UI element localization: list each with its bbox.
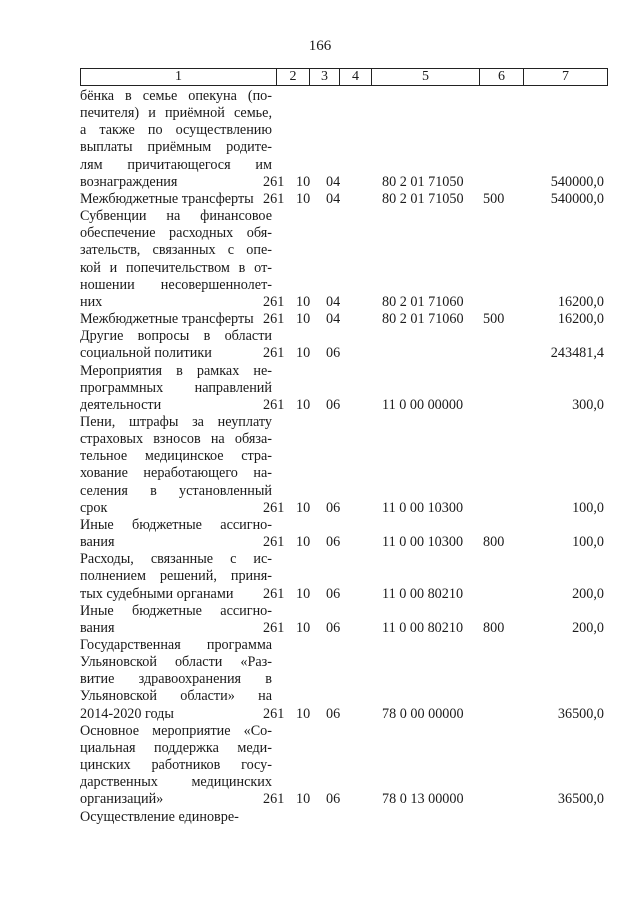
- cell-c5: 11 0 00 80210: [382, 585, 464, 602]
- description-line: витие здравоохранения в: [80, 671, 272, 688]
- description-line: обеспечение расходных обя-: [80, 225, 272, 242]
- cell-c2: 261: [263, 705, 285, 722]
- cell-c3: 10: [296, 534, 311, 551]
- cell-c4: 04: [326, 293, 341, 310]
- row-description: [80, 88, 272, 191]
- cell-c4: 06: [326, 396, 341, 413]
- cell-c2: 261: [263, 190, 285, 207]
- description-line: Пени, штрафы за неуплату: [80, 413, 272, 430]
- cell-c7: 100,0: [572, 534, 604, 551]
- description-line: срок: [80, 499, 108, 516]
- cell-c2: 261: [263, 173, 285, 190]
- table-row: [80, 191, 610, 208]
- cell-c3: 10: [296, 173, 311, 190]
- row-description: [80, 311, 272, 328]
- description-line: Иные бюджетные ассигно-: [80, 516, 272, 533]
- cell-c5: 78 0 13 00000: [382, 791, 464, 808]
- table-row: [80, 328, 610, 362]
- header-col-2: 2: [277, 69, 310, 85]
- cell-c5: 80 2 01 71050: [382, 173, 464, 190]
- cell-c4: 06: [326, 345, 341, 362]
- cell-c4: 06: [326, 499, 341, 516]
- cell-c2: 261: [263, 345, 285, 362]
- description-line: дарственных медицинских: [80, 774, 272, 791]
- row-description: [80, 517, 272, 551]
- cell-c6: 800: [483, 619, 505, 636]
- cell-c4: 06: [326, 705, 341, 722]
- description-line: Основное мероприятие «Со-: [80, 722, 272, 739]
- description-line: полнением решений, приня-: [80, 568, 272, 585]
- cell-c2: 261: [263, 791, 285, 808]
- description-line: программных направлений: [80, 379, 272, 396]
- description-line: 2014-2020 годы: [80, 705, 174, 722]
- cell-c7: 36500,0: [557, 705, 604, 722]
- description-line: вания: [80, 534, 115, 551]
- description-line: вания: [80, 619, 115, 636]
- header-col-3: 3: [310, 69, 340, 85]
- description-line: страховых взносов на обяза-: [80, 431, 272, 448]
- table-header: [80, 68, 608, 86]
- cell-c7: 16200,0: [557, 311, 604, 328]
- description-line: зательств, связанных с опе-: [80, 242, 272, 259]
- description-line: них: [80, 293, 103, 310]
- table-row: [80, 517, 610, 551]
- cell-c7: 16200,0: [557, 293, 604, 310]
- cell-c5: 11 0 00 10300: [382, 499, 464, 516]
- cell-c2: 261: [263, 396, 285, 413]
- cell-c7: 200,0: [572, 585, 604, 602]
- table-row: [80, 311, 610, 328]
- description-line: кой и попечительством в от-: [80, 259, 272, 276]
- description-line: Другие вопросы в области: [80, 328, 272, 345]
- cell-c5: 78 0 00 00000: [382, 705, 464, 722]
- table-row: [80, 809, 610, 826]
- header-col-7: 7: [562, 69, 569, 84]
- cell-c7: 200,0: [572, 619, 604, 636]
- cell-c4: 06: [326, 534, 341, 551]
- page-number: 166: [308, 38, 332, 54]
- cell-c7: 540000,0: [550, 190, 604, 207]
- table-row: [80, 363, 610, 414]
- description-line: Государственная программа: [80, 637, 272, 653]
- cell-c4: 06: [326, 585, 341, 602]
- cell-c3: 10: [296, 396, 311, 413]
- description-line: тельное медицинское стра-: [80, 448, 272, 465]
- row-description: [80, 208, 272, 311]
- table-row: [80, 208, 610, 311]
- cell-c3: 10: [296, 791, 311, 808]
- description-line: Ульяновской области» на: [80, 688, 272, 705]
- cell-c5: 80 2 01 71060: [382, 293, 464, 310]
- description-line: циальная поддержка меди-: [80, 739, 272, 756]
- description-line: Межбюджетные трансферты: [80, 311, 254, 328]
- cell-c5: 80 2 01 71050: [382, 190, 464, 207]
- cell-c2: 261: [263, 311, 285, 328]
- description-line: селения в установленный: [80, 482, 272, 499]
- cell-c3: 10: [296, 585, 311, 602]
- cell-c5: 80 2 01 71060: [382, 311, 464, 328]
- cell-c4: 06: [326, 791, 341, 808]
- description-line: Осуществление единовре-: [80, 808, 239, 825]
- table-row: [80, 603, 610, 637]
- description-line: бёнка в семье опекуна (по-: [80, 88, 272, 104]
- description-line: лям причитающегося им: [80, 156, 272, 173]
- description-line: деятельности: [80, 396, 162, 413]
- cell-c4: 06: [326, 619, 341, 636]
- cell-c4: 04: [326, 190, 341, 207]
- cell-c7: 243481,4: [550, 345, 604, 362]
- header-col-6: 6: [480, 69, 524, 85]
- cell-c2: 261: [263, 293, 285, 310]
- description-line: Межбюджетные трансферты: [80, 190, 254, 207]
- description-line: социальной политики: [80, 345, 212, 362]
- cell-c2: 261: [263, 585, 285, 602]
- description-line: цинских работников госу-: [80, 757, 272, 774]
- cell-c5: 11 0 00 10300: [382, 534, 464, 551]
- description-line: ношении несовершеннолет-: [80, 276, 272, 293]
- row-description: [80, 637, 272, 723]
- table-row: [80, 414, 610, 517]
- cell-c3: 10: [296, 619, 311, 636]
- cell-c3: 10: [296, 499, 311, 516]
- row-description: [80, 414, 272, 517]
- cell-c6: 800: [483, 534, 505, 551]
- row-description: [80, 328, 272, 362]
- cell-c2: 261: [263, 534, 285, 551]
- description-line: выплаты приёмным родите-: [80, 139, 272, 156]
- row-description: [80, 363, 272, 414]
- description-line: тых судебными органами: [80, 585, 234, 602]
- row-description: [80, 723, 272, 809]
- description-line: организаций»: [80, 791, 164, 808]
- description-line: Ульяновской области «Раз-: [80, 654, 272, 671]
- cell-c3: 10: [296, 311, 311, 328]
- description-line: Мероприятия в рамках не-: [80, 362, 272, 379]
- cell-c7: 100,0: [572, 499, 604, 516]
- description-line: хование неработающего на-: [80, 465, 272, 482]
- cell-c3: 10: [296, 705, 311, 722]
- cell-c2: 261: [263, 499, 285, 516]
- cell-c3: 10: [296, 190, 311, 207]
- cell-c4: 04: [326, 173, 341, 190]
- table-row: [80, 551, 610, 602]
- description-line: вознаграждения: [80, 173, 178, 190]
- cell-c3: 10: [296, 345, 311, 362]
- cell-c6: 500: [483, 311, 505, 328]
- description-line: печителя) и приёмной семье,: [80, 105, 272, 122]
- cell-c6: 500: [483, 190, 505, 207]
- cell-c5: 11 0 00 00000: [382, 396, 464, 413]
- row-description: [80, 603, 272, 637]
- header-col-1: 1: [81, 69, 277, 85]
- cell-c7: 540000,0: [550, 173, 604, 190]
- cell-c7: 36500,0: [557, 791, 604, 808]
- row-description: [80, 809, 272, 826]
- row-description: [80, 551, 272, 602]
- description-line: Расходы, связанные с ис-: [80, 551, 272, 568]
- description-line: Субвенции на финансовое: [80, 208, 272, 225]
- cell-c4: 04: [326, 311, 341, 328]
- table-row: [80, 723, 610, 809]
- table-row: [80, 88, 610, 191]
- header-col-4: 4: [340, 69, 372, 85]
- row-description: [80, 191, 272, 208]
- cell-c3: 10: [296, 293, 311, 310]
- table-row: [80, 637, 610, 723]
- table-body: [80, 88, 610, 826]
- header-col-5: 5: [372, 69, 480, 85]
- description-line: Иные бюджетные ассигно-: [80, 602, 272, 619]
- cell-c5: 11 0 00 80210: [382, 619, 464, 636]
- cell-c7: 300,0: [572, 396, 604, 413]
- cell-c2: 261: [263, 619, 285, 636]
- description-line: а также по осуществлению: [80, 122, 272, 139]
